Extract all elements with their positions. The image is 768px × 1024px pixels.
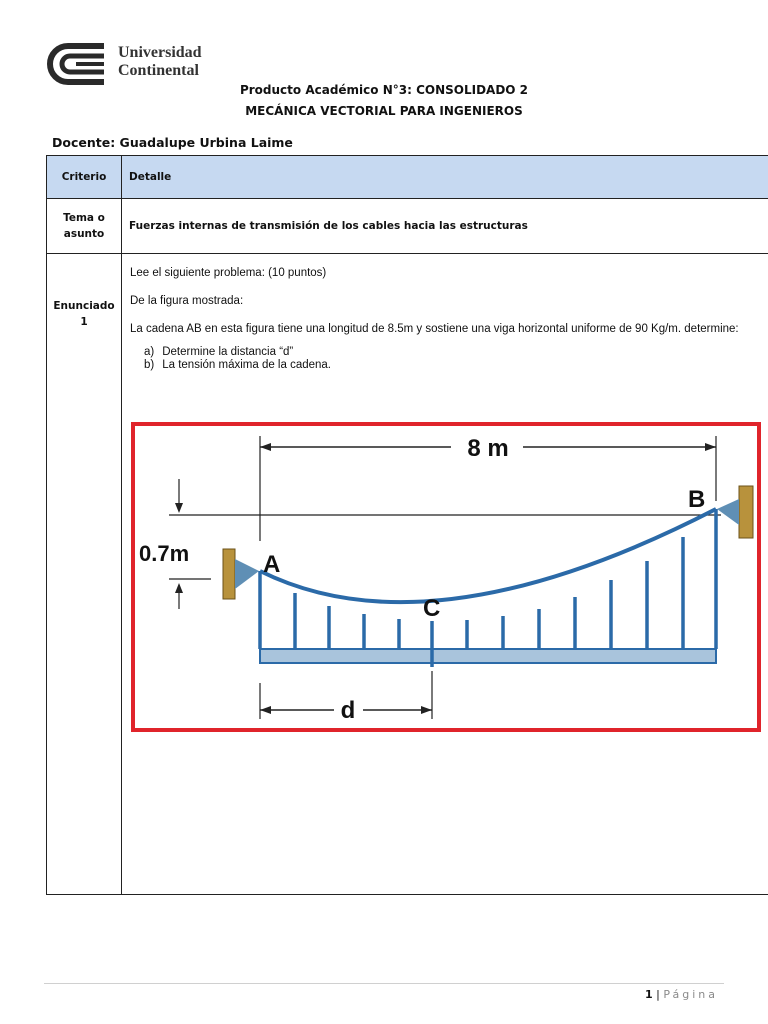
table-header-row [47,156,768,199]
table-row [47,199,768,254]
docente-line: Docente: Guadalupe Urbina Laime [52,135,293,150]
list-item: a) Determine la distancia “d” [144,346,294,358]
problem-statement: La cadena AB en esta figura tiene una longitud de 8.5m y sostiene una viga horizontal uniforme de 90 Kg/m. determine: [130,323,739,335]
point-c-label: C [423,595,441,622]
tema-value: Fuerzas internas de transmisión de los cables hacia las estructuras [122,199,768,254]
page-footer [645,988,718,1001]
question-list [130,346,768,372]
document-subtitle: MECÁNICA VECTORIAL PARA INGENIEROS [245,104,523,118]
enunciado-label: Enunciado 1 [47,254,122,895]
document-title: Producto Académico N°3: CONSOLIDADO 2 [239,83,529,97]
point-b-label: B [688,486,706,513]
tema-label: Tema o asunto [47,199,122,254]
figure-intro: De la figura mostrada: [130,295,244,307]
header-detalle: Detalle [122,156,768,199]
cable-figure [131,421,761,733]
point-a-label: A [263,551,281,578]
page-word: Página [663,988,718,1001]
problem-intro: Lee el siguiente problema: (10 puntos) [130,267,327,279]
page-number: 1 [644,988,653,1001]
footer-divider [44,983,724,984]
list-item: b) La tensión máxima de la cadena. [144,359,332,371]
footer-separator: | [656,988,660,1001]
height-label: 0.7m [139,541,190,566]
header-criterio: Criterio [47,156,122,199]
span-label: 8 m [467,435,509,462]
d-label: d [340,697,356,724]
logo-text: Universidad Continental [118,44,202,79]
